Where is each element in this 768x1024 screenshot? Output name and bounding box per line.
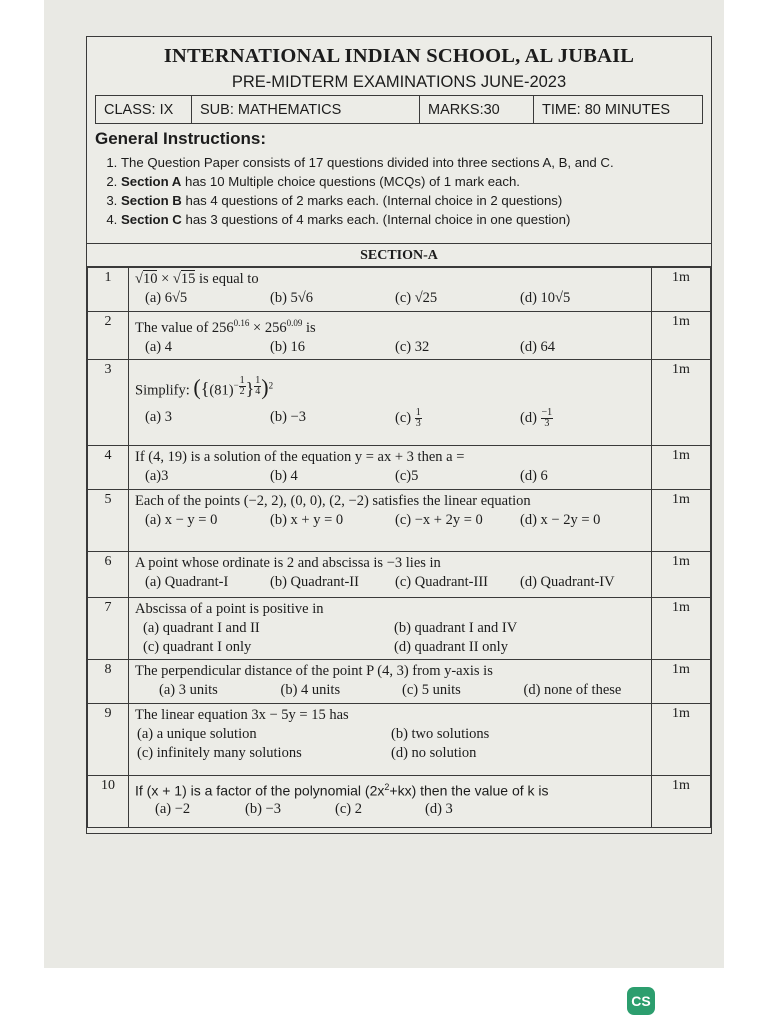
question-row xyxy=(88,359,711,445)
question-text: The linear equation 3x − 5y = 15 has xyxy=(135,706,349,723)
general-instructions xyxy=(95,129,701,229)
question-number: 3 xyxy=(88,359,129,445)
question-row xyxy=(88,312,711,360)
question-body xyxy=(129,489,652,551)
options: (a) 4 (b) 16 (c) 32 (d) 64 xyxy=(145,338,556,355)
question-number: 7 xyxy=(88,597,129,659)
options: (a) −2 (b) −3 (c) 2 (d) 3 xyxy=(155,801,453,818)
time-cell: TIME: 80 MINUTES xyxy=(542,101,671,118)
question-body xyxy=(129,445,652,489)
question-row xyxy=(88,597,711,659)
question-marks: 1m xyxy=(652,312,711,360)
question-number: 10 xyxy=(88,775,129,827)
question-row xyxy=(88,489,711,551)
question-body xyxy=(129,775,652,827)
question-row xyxy=(88,551,711,597)
options: (a) 3 units (b) 4 units (c) 5 units (d) none of these xyxy=(159,681,622,698)
question-body xyxy=(129,597,652,659)
question-marks: 1m xyxy=(652,445,711,489)
question-marks: 1m xyxy=(652,659,711,703)
question-text: The perpendicular distance of the point P (4, 3) from y-axis is xyxy=(135,662,493,679)
school-name: INTERNATIONAL INDIAN SCHOOL, AL JUBAIL xyxy=(163,45,635,67)
subject-cell: SUB: MATHEMATICS xyxy=(192,96,420,123)
options: (a) quadrant I and II (b) quadrant I and IV (c) quadrant I only (d) quadrant II only xyxy=(143,619,518,655)
instruction-item: 1. The Question Paper consists of 17 questions divided into three sections A, B, and C. xyxy=(121,153,701,172)
question-text: If (4, 19) is a solution of the equation y = ax + 3 then a = xyxy=(135,448,465,465)
question-number: 6 xyxy=(88,551,129,597)
question-number: 1 xyxy=(88,268,129,312)
question-row xyxy=(88,445,711,489)
question-body xyxy=(129,703,652,775)
exam-meta-row xyxy=(95,95,703,124)
question-row xyxy=(88,775,711,827)
question-marks: 1m xyxy=(652,551,711,597)
question-text: If (x + 1) is a factor of the polynomial $(2x^2+kx)$ then the value of k is xyxy=(135,781,549,799)
section-title: SECTION-A xyxy=(87,243,711,267)
instructions-title: General Instructions: xyxy=(95,129,266,148)
question-marks: 1m xyxy=(652,489,711,551)
question-row xyxy=(88,268,711,312)
question-number: 5 xyxy=(88,489,129,551)
question-row xyxy=(88,703,711,775)
exam-title: PRE-MIDTERM EXAMINATIONS JUNE-2023 xyxy=(231,73,567,91)
question-body xyxy=(129,312,652,360)
question-number: 8 xyxy=(88,659,129,703)
options: (a) a unique solution (b) two solutions (c) infinitely many solutions (d) no solution xyxy=(137,725,490,761)
question-body xyxy=(129,268,652,312)
instruction-item: 3. Section B has 4 questions of 2 marks each. (Internal choice in 2 questions) xyxy=(121,191,701,210)
question-text: The value of $256^{0.16} \times 256^{0.09}$ is xyxy=(135,318,316,336)
question-text: Simplify: ({$(81)^{- \frac{1}{2}}$ } $^{\frac{1}{4}}$ )$^2$ xyxy=(135,374,274,400)
question-text: A point whose ordinate is 2 and abscissa is −3 lies in xyxy=(135,554,441,571)
question-text: Each of the points (−2, 2), (0, 0), (2, −2) satisfies the linear equation xyxy=(135,492,531,509)
instruction-item: 2. Section A has 10 Multiple choice questions (MCQs) of 1 mark each. xyxy=(121,172,701,191)
exam-sheet xyxy=(86,36,712,834)
question-marks: 1m xyxy=(652,703,711,775)
camscanner-logo: CS xyxy=(627,987,655,1015)
question-marks: 1m xyxy=(652,268,711,312)
options: (a)3 (b) 4 (c)5 (d) 6 xyxy=(145,467,548,484)
options: (a) 3 (b) −3 (c) $\frac{1}{3}$ (d) $\frac{-1}{3}$ xyxy=(145,407,553,430)
question-text: Abscissa of a point is positive in xyxy=(135,600,324,617)
marks-cell: MARKS:30 xyxy=(420,96,534,123)
options: (a) 6√5 (b) 5√6 (c) √25 (d) 10√5 xyxy=(145,290,571,306)
question-marks: 1m xyxy=(652,359,711,445)
question-marks: 1m xyxy=(652,775,711,827)
questions-table xyxy=(87,267,711,828)
class-cell: CLASS: IX xyxy=(96,96,192,123)
question-body xyxy=(129,551,652,597)
question-number: 4 xyxy=(88,445,129,489)
question-marks: 1m xyxy=(652,597,711,659)
question-number: 2 xyxy=(88,312,129,360)
options: (a) x − y = 0 (b) x + y = 0 (c) −x + 2y = 0 (d) x − 2y = 0 xyxy=(145,511,601,528)
question-number: 9 xyxy=(88,703,129,775)
question-row xyxy=(88,659,711,703)
instruction-item: 4. Section C has 3 questions of 4 marks each. (Internal choice in one question) xyxy=(121,210,701,229)
question-body xyxy=(129,359,652,445)
options: (a) Quadrant-I (b) Quadrant-II (c) Quadrant-III (d) Quadrant-IV xyxy=(145,573,615,590)
question-text: √10 × √15 is equal to xyxy=(135,271,259,287)
question-body xyxy=(129,659,652,703)
